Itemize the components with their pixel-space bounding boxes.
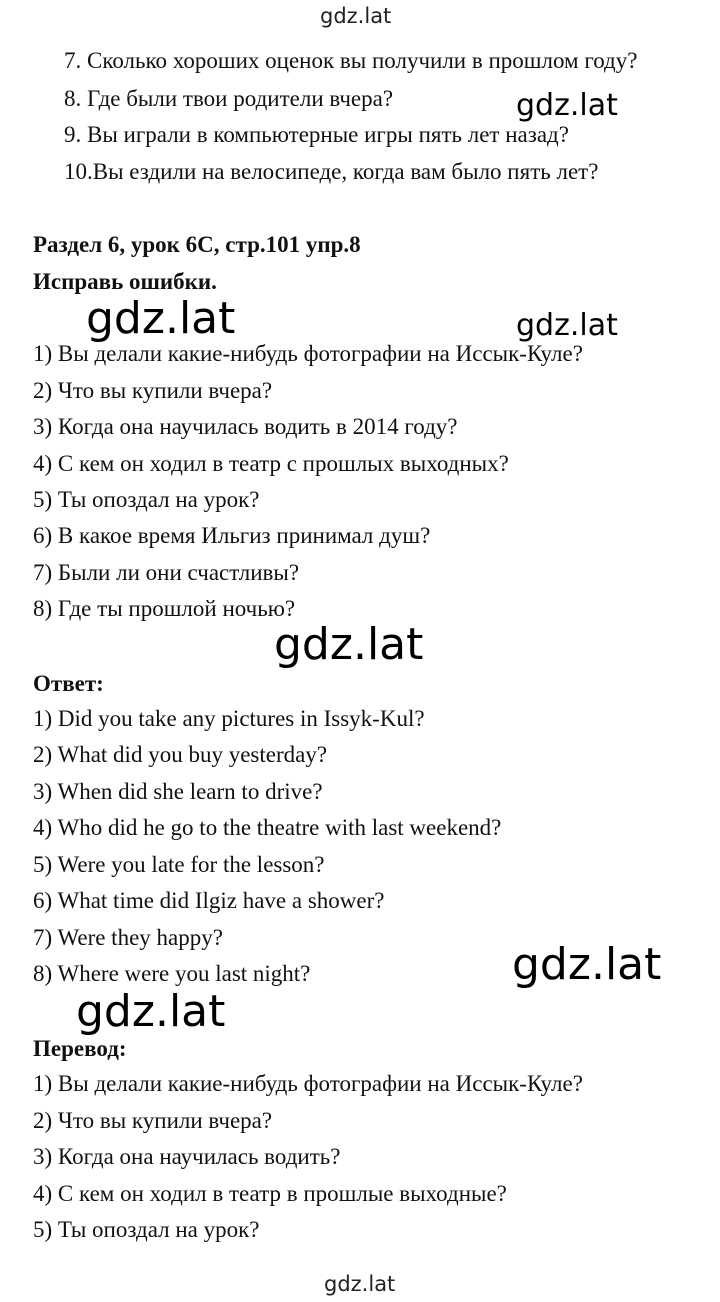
list-item: 7) Были ли они счастливы? [33,560,300,585]
list-item: 4) С кем он ходил в театр с прошлых выходных? [33,451,509,476]
list-item: 8. Где были твои родители вчера? [64,86,394,111]
list-item: 2) Что вы купили вчера? [33,378,273,403]
list-item: 10.Вы ездили на велосипеде, когда вам было пять лет? [64,159,599,184]
list-item: 8) Where were you last night? [33,961,311,986]
list-item: 1) Did you take any pictures in Issyk-Kul? [33,706,425,731]
watermark: gdz.lat [76,986,226,1037]
watermark: gdz.lat [512,939,662,990]
watermark-bottom: gdz.lat [324,1272,396,1296]
list-item: 1) Вы делали какие-нибудь фотографии на Иссык-Куле? [33,341,583,366]
list-item: 6) What time did Ilgiz have a shower? [33,888,385,913]
list-item: 1) Вы делали какие-нибудь фотографии на Иссык-Куле? [33,1071,583,1096]
list-item: 5) Ты опоздал на урок? [33,487,260,512]
watermark: gdz.lat [274,619,424,670]
translation-heading: Перевод: [33,1036,127,1061]
task-title: Исправь ошибки. [33,269,217,294]
watermark-top: gdz.lat [320,4,392,28]
list-item: 5) Were you late for the lesson? [33,852,325,877]
watermark: gdz.lat [86,293,236,344]
list-item: 3) Когда она научилась водить в 2014 году? [33,414,458,439]
list-item: 6) В какое время Ильгиз принимал душ? [33,523,431,548]
list-item: 7. Сколько хороших оценок вы получили в прошлом году? [64,48,638,73]
answer-heading: Ответ: [33,671,104,696]
list-item: 3) Когда она научилась водить? [33,1144,341,1169]
list-item: 3) When did she learn to drive? [33,779,323,804]
list-item: 5) Ты опоздал на урок? [33,1217,260,1242]
watermark: gdz.lat [516,88,618,123]
list-item: 9. Вы играли в компьютерные игры пять лет назад? [64,122,569,147]
list-item: 8) Где ты прошлой ночью? [33,596,296,621]
list-item: 7) Were they happy? [33,925,223,950]
list-item: 4) Who did he go to the theatre with last weekend? [33,815,502,840]
section-heading: Раздел 6, урок 6С, стр.101 упр.8 [33,232,361,257]
watermark: gdz.lat [516,308,618,343]
list-item: 4) С кем он ходил в театр в прошлые выходные? [33,1181,507,1206]
list-item: 2) What did you buy yesterday? [33,742,328,767]
list-item: 2) Что вы купили вчера? [33,1108,273,1133]
